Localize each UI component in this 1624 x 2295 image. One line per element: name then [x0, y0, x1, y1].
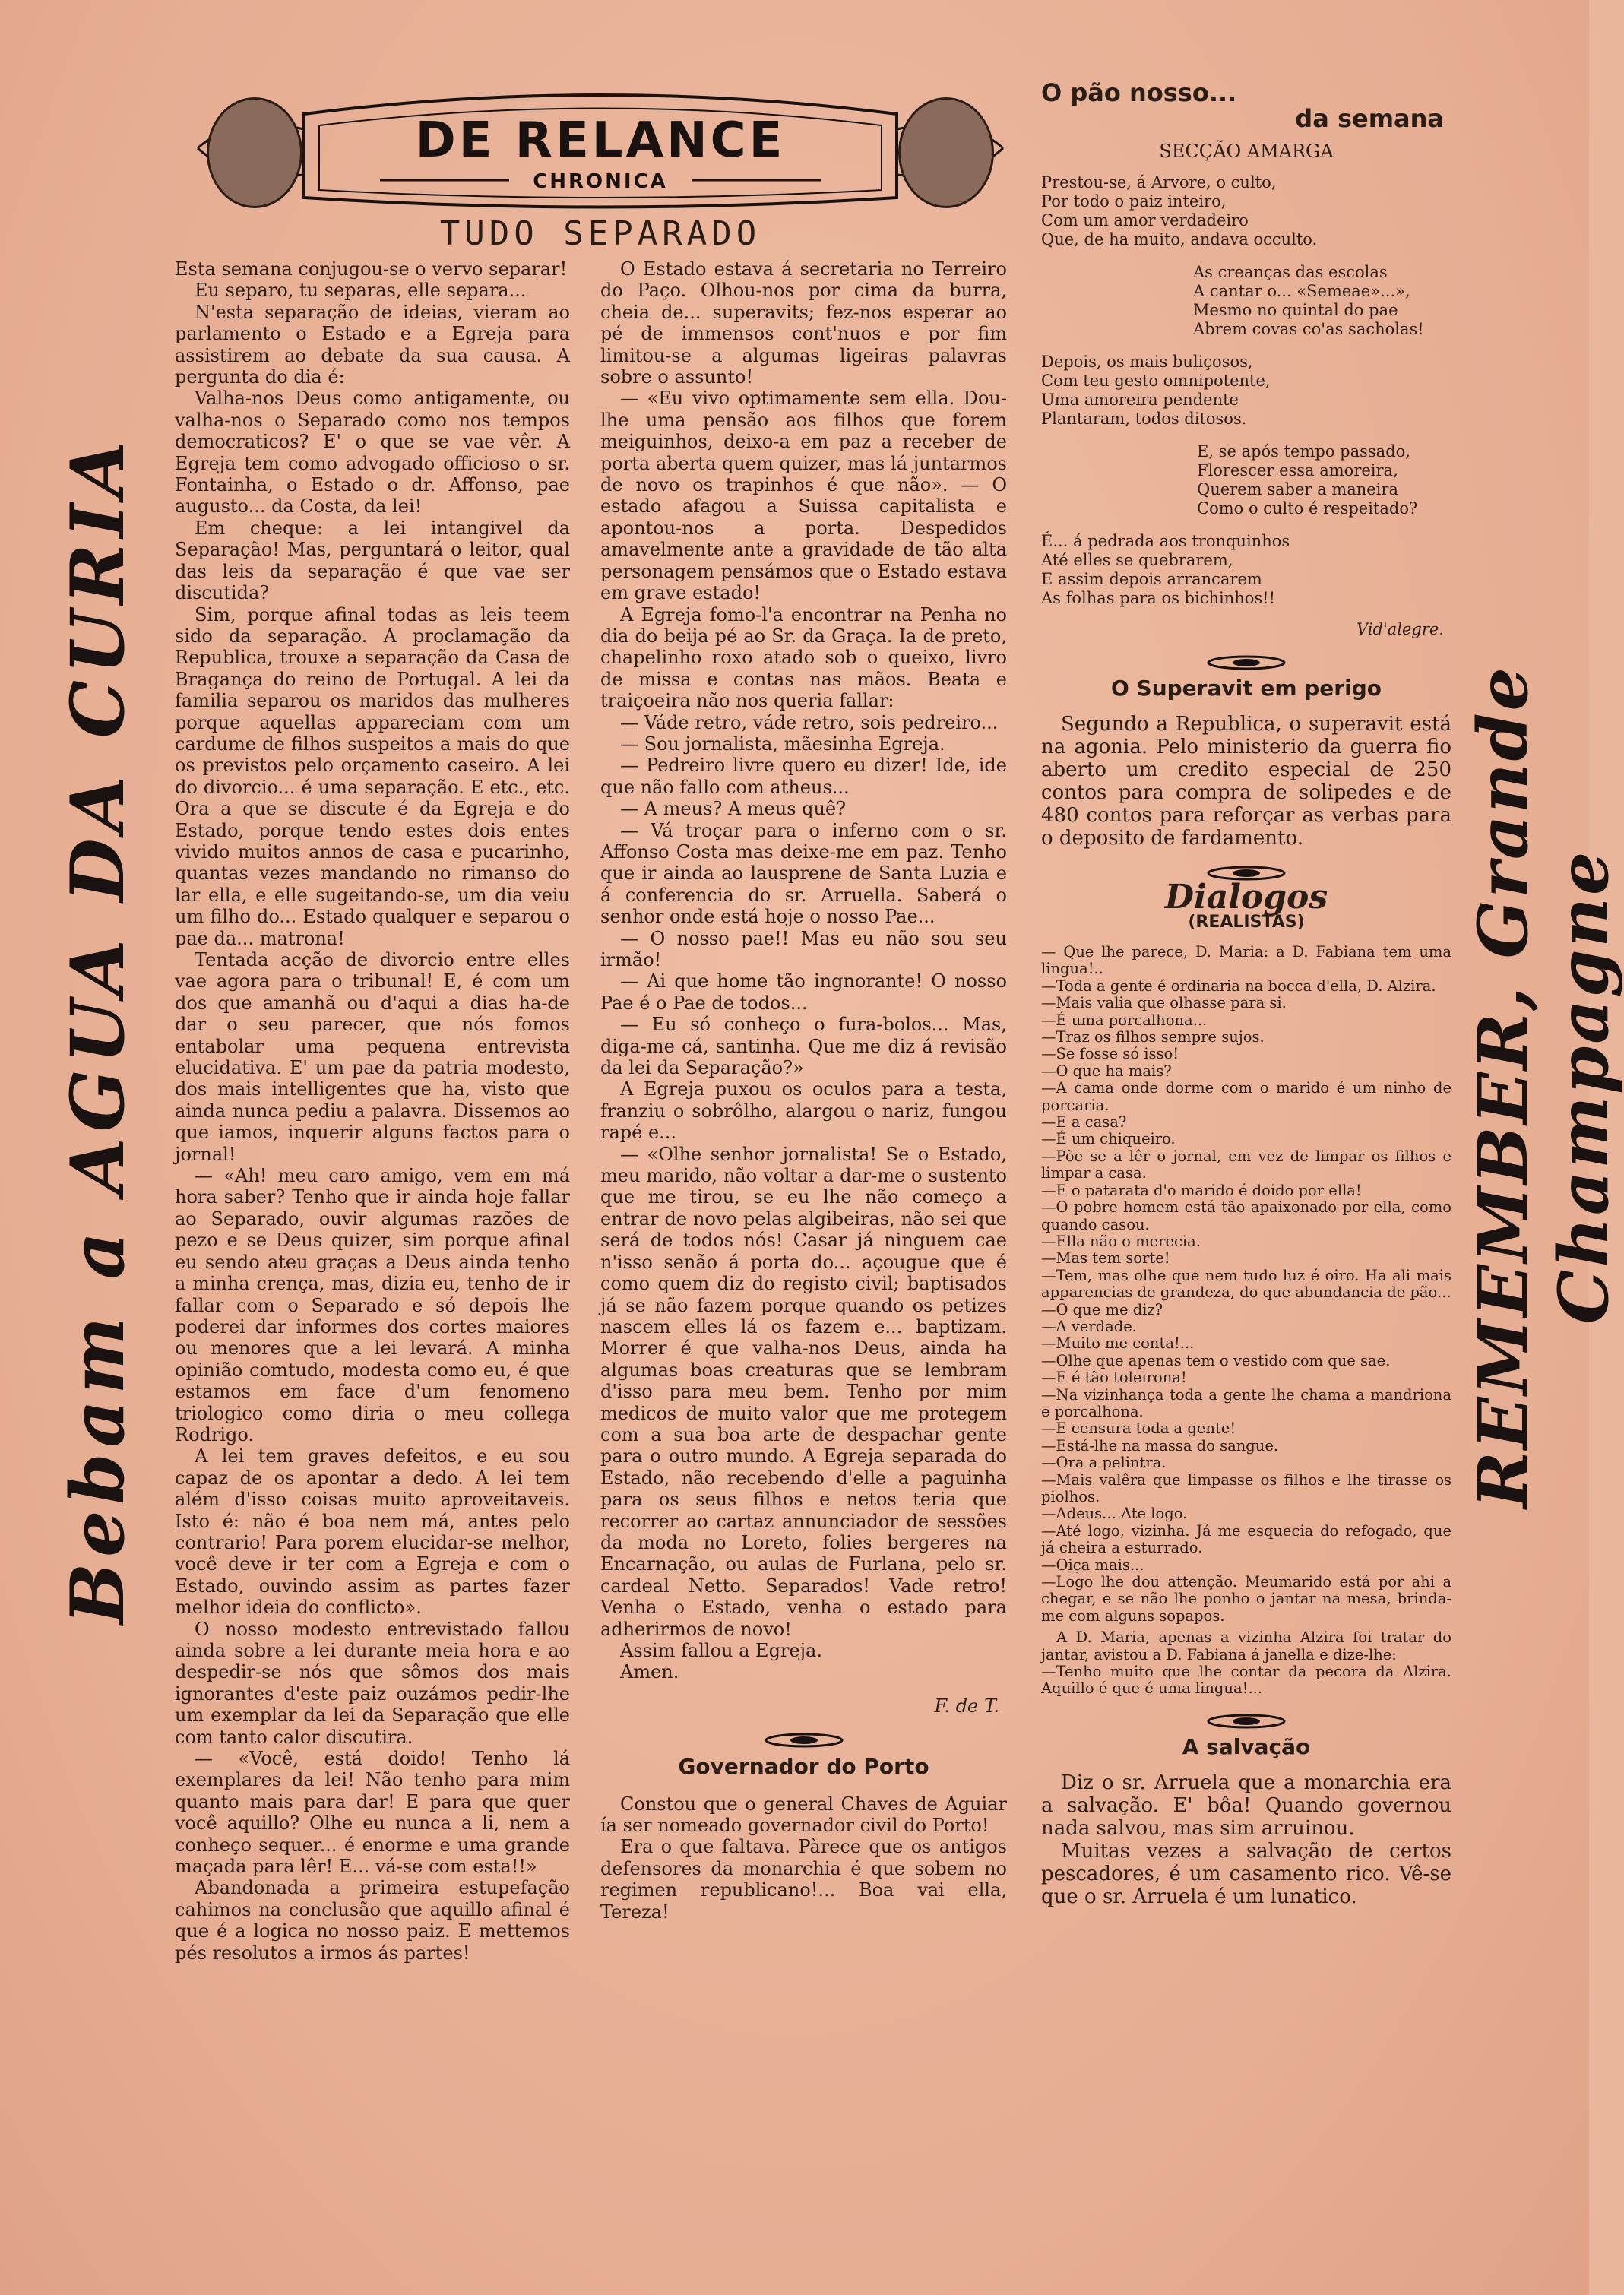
banner-subtitle: CHRONICA	[533, 170, 668, 193]
chronica-banner	[190, 84, 1011, 217]
section-title-salvacao: A salvação	[1182, 1733, 1311, 1759]
dialog-line: —Oiça mais...	[1041, 1556, 1144, 1574]
dialog-line: —Na vizinhança toda a gente lhe chama a mandriona e porcalhona.	[1041, 1385, 1451, 1420]
dialog-line: —A cama onde dorme com o marido é um ninho de porcaria.	[1041, 1079, 1451, 1114]
sidebar-ad-champagne: REMEMBER, Grande Champagne	[1463, 665, 1624, 1508]
paragraph: Muitas vezes a salvação de certos pescadores, é um casamento rico. Vê-se que o sr. Arruela é um lunatico.	[1041, 1839, 1451, 1908]
dialog-line: —Logo lhe dou attenção. Meumarido está por ahi a chegar, e se não lhe ponho o jantar na mesa, brinda-me com alguns sopapos.	[1041, 1573, 1451, 1625]
dialogos-title: Dialogos	[1164, 878, 1328, 916]
dialog-line: —Traz os filhos sempre sujos.	[1041, 1028, 1265, 1046]
dialog-line: —E o patarata d'o marido é doido por ella!	[1041, 1181, 1362, 1199]
ornament-divider	[1041, 1713, 1451, 1730]
sidebar-ad-agua-da-curia: Bebam a AGUA DA CURIA	[55, 435, 141, 1625]
dialog-line: —E é tão toleirona!	[1041, 1369, 1187, 1387]
paragraph: — «Eu vivo optimamente sem ella. Dou-lhe uma pensão aos filhos que forem meiguinhos, deixo-a em paz a receber de porta aberta quem quizer, mas lá juntarmos de novo os trapinhos é que não». — O estado afagou a Suissa capitalista e apontou-nos a porta. Despedidos amavelmente ante a gravidade de tão alta personagem pensámos que o Estado estava em grave estado!	[600, 388, 1007, 604]
dialog-line: —Mais valia que olhasse para si.	[1041, 994, 1287, 1012]
dialog-line: —Olhe que apenas tem o vestido com que sae.	[1041, 1351, 1391, 1369]
column-2	[600, 258, 1007, 1923]
poem-stanza: Prestou-se, á Arvore, o culto, Por todo o paiz inteiro, Com um amor verdadeiro Que, de ha muito, andava occulto.	[1041, 173, 1318, 248]
dialog-line: — Que lhe parece, D. Maria: a D. Fabiana tem uma lingua!..	[1041, 943, 1451, 978]
paragraph: Tentada acção de divorcio entre elles vae agora para o tribunal! E, é com um dos que amanhã ou d'aqui a dias ha-de dar o seu parecer, que nós fomos entabolar uma pequena entrevista elucidativa. E' um pae da patria modesto, dos mais intelligentes que ha, visto que ainda nunca pediu a palavra. Dissemos ao que iamos, inquerir alguns factos para o jornal!	[175, 949, 570, 1165]
paragraph: — Vá troçar para o inferno com o sr. Affonso Costa mas deixe-me em paz. Tenho que ir ainda ao lausprene de Santa Luzia e á conferencia do sr. Arruella. Saberá o senhor onde está hoje o nosso Pae...	[600, 819, 1007, 928]
dialog-line: —O que me diz?	[1041, 1300, 1163, 1318]
poem-stanza: E, se após tempo passado, Florescer essa amoreira, Querem saber a maneira Como o culto é respeitado?	[1197, 442, 1418, 518]
paragraph: — Eu só conheço o fura-bolos... Mas, diga-me cá, santinha. Que me diz á revisão da lei da Separação?»	[600, 1014, 1007, 1079]
dialog-line: —Muito me conta!...	[1041, 1334, 1195, 1353]
paragraph: Em cheque: a lei intangivel da Separação! Mas, perguntará o leitor, qual das leis da separação é que vae ser discutida?	[175, 517, 570, 604]
dialog-line: —Põe se a lêr o jornal, em vez de limpar os filhos e limpar a casa.	[1041, 1147, 1451, 1182]
paragraph: Diz o sr. Arruela que a monarchia era a salvação. E' bôa! Quando governou nada salvou, mas sim arruinou.	[1041, 1771, 1451, 1840]
paragraph: — Pedreiro livre quero eu dizer! Ide, ide que não fallo com atheus...	[600, 755, 1007, 798]
dialog-block	[1041, 944, 1451, 1698]
paragraph: Era o que faltava. Pàrece que os antigos defensores da monarchia é que sobem no regimen republicano!... Boa vai ella, Tereza!	[600, 1836, 1007, 1923]
dialog-line: —Mas tem sorte!	[1041, 1249, 1170, 1268]
paragraph: A lei tem graves defeitos, e eu sou capaz de os apontar a dedo. A lei tem além d'isso coisas muito aproveitaveis. Isto é: não é boa nem má, antes pelo contrario! Para porem elucidar-se melhor, você deve ir ter com a Egreja e com o Estado, ouvindo assim as partes fazer melhor ideia do conflicto».	[175, 1445, 570, 1619]
paragraph: — «Você, está doido! Tenho lá exemplares da lei! Não tenho para mim quanto mais para dar! E para que quer você aquillo? Olhe eu nunca a li, nem a conheço sequer... é enorme e uma grande maçada para lêr! E... vá-se com esta!!»	[175, 1748, 570, 1878]
paragraph: Sim, porque afinal todas as leis teem sido da separação. A proclamação da Republica, trouxe a separação da Casa de Bragança do reino de Portugal. A lei da familia separou os maridos das mulheres porque aquellas appareciam com um cardume de filhos suspeitos a mais do que os previstos pelo orçamento caseiro. A lei do divorcio... é uma separação. E etc., etc. Ora a que se discute é da Egreja e do Estado, porque tendo estes dois entes vivido muitos annos de casa e pucarinho, quantas vezes mandando no rimanso do lar ella, e elle sugeitando-se, um dia veiu um filho do... Estado qualquer e separou o pae da... matrona!	[175, 603, 570, 949]
dialog-line: —A verdade.	[1041, 1317, 1137, 1335]
paragraph: Abandonada a primeira estupefação cahimos na conclusão que aquillo afinal é que é a logica no nosso paiz. E mettemos pés resolutos a irmos ás partes!	[175, 1877, 570, 1964]
dialog-line: —Se fosse só isso!	[1041, 1045, 1179, 1063]
ornament-divider	[1041, 654, 1451, 671]
paragraph: — Sou jornalista, mãesinha Egreja.	[620, 733, 945, 755]
paragraph: — «Olhe senhor jornalista! Se o Estado, meu marido, não voltar a dar-me o sustento que me tirou, se eu lhe não começo a entrar de novo pelas algibeiras, não sei que será de todos nós! Casar já ninguem cae n'isso senão á porta do... açougue que é como quem diz do registo civil; baptisados já se não fazem porque quando os petizes nascem elles lá os fazem e... baptizam. Morrer é que valha-nos Deus, ainda ha algumas boas creaturas que se lembram d'isso para meu bem. Tenho por mim medicos de muito valor que me protegem com a sua boa arte de despachar gente para o outro mundo. A Egreja separada do Estado, não recebendo d'elle a paguinha para os seus filhos e netos teria que recorrer ao cartaz annunciador de sessões da moda no Loreto, folies bergeres na Encarnação, ou aulas de Furlana, pelo sr. cardeal Netto. Separados! Vade retro! Venha o Estado, venha o estado para adherirmos de novo!	[600, 1143, 1007, 1640]
dialog-line: —O que ha mais?	[1041, 1062, 1172, 1080]
ornament-divider	[600, 1732, 1007, 1749]
paragraph: Segundo a Republica, o superavit está na agonia. Pelo ministerio da guerra fio aberto um credito especial de 250 contos para compra de solipedes e de 480 contos para reforçar as verbas para o deposito de fardamento.	[1041, 713, 1451, 850]
poem-stanza: As creanças das escolas A cantar o... «Semeae»...», Mesmo no quintal do pae Abrem covas co'as sacholas!	[1193, 263, 1424, 338]
dialog-line: —Está-lhe na massa do sangue.	[1041, 1436, 1279, 1455]
banner-title: DE RELANCE	[415, 112, 786, 169]
dialog-line: —Tem, mas olhe que nem tudo luz é oiro. Ha ali mais apparencias de grandeza, do que abundancia de pão...	[1041, 1266, 1451, 1302]
dialog-line: —Adeus... Ate logo.	[1041, 1505, 1188, 1523]
paragraph: — O nosso pae!! Mas eu não sou seu irmão!	[600, 927, 1007, 970]
dialog-line: —Tenho muito que lhe contar da pecora da Alzira. Aquillo é que é uma lingua!...	[1041, 1663, 1451, 1698]
paragraph: Valha-nos Deus como antigamente, ou valha-nos o Separado como nos tempos democraticos? E' o que se vae vêr. A Egreja tem como advogado officioso o sr. Fontainha, o Estado o dr. Affonso, pae augusto... da Costa, da lei!	[175, 388, 570, 518]
paragraph: Constou que o general Chaves de Aguiar ía ser nomeado governador civil do Porto!	[600, 1793, 1007, 1837]
paragraph: Amen.	[620, 1661, 679, 1683]
dialog-line: —Toda a gente é ordinaria na bocca d'ella, D. Alzira.	[1041, 977, 1436, 995]
dialog-line: —Ora a pelintra.	[1041, 1454, 1167, 1472]
section-title-superavit: O Superavit em perigo	[1110, 676, 1382, 701]
dialog-line: A D. Maria, apenas a vizinha Alzira foi tratar do jantar, avistou a D. Fabiana á janella e dize-lhe:	[1041, 1629, 1451, 1663]
dialog-line: —E a casa?	[1041, 1113, 1127, 1132]
headline: TUDO SEPARADO	[439, 214, 761, 253]
paragraph: Assim fallou a Egreja.	[620, 1640, 822, 1661]
seccao-amarga-subtitle: SECÇÃO AMARGA	[1159, 141, 1334, 162]
column-3	[1041, 80, 1451, 1908]
paragraph: Eu separo, tu separas, elle separa...	[195, 280, 527, 302]
paragraph: — A meus? A meus quê?	[620, 798, 847, 820]
poem-signature: Vid'alegre.	[1356, 620, 1444, 638]
poem-stanza: É... á pedrada aos tronquinhos Até elles se quebrarem, E assim depois arrancarem As folhas para os bichinhos!!	[1041, 532, 1290, 607]
dialogos-subtitle: (REALISTAS)	[1188, 913, 1305, 932]
dialog-line: —Mais valêra que limpasse os filhos e lhe tirasse os piolhos.	[1041, 1470, 1451, 1505]
column-1	[175, 258, 570, 1964]
dialog-line: —É um chiqueiro.	[1041, 1130, 1176, 1148]
paragraph: N'esta separação de ideias, vieram ao parlamento o Estado e a Egreja para assistirem ao debate da sua causa. A pergunta do dia é:	[175, 301, 570, 388]
poem-stanza: Depois, os mais buliçosos, Com teu gesto omnipotente, Uma amoreira pendente Plantaram, todos ditosos.	[1041, 353, 1271, 428]
paragraph: O Estado estava á secretaria no Terreiro do Paço. Olhou-nos por cima da burra, cheia de... superavits; fez-nos esperar ao pé de immensos cont'nuos e por fim limitou-se a algumas ligeiras palavras sobre o assunto!	[600, 258, 1007, 388]
dialog-line: —Ella não o merecia.	[1041, 1232, 1201, 1250]
dialog-line: —É uma porcalhona...	[1041, 1011, 1208, 1029]
dialog-line: —Até logo, vizinha. Já me esquecia do refogado, que já cheira a esturrado.	[1041, 1521, 1451, 1557]
paragraph: — «Ah! meu caro amigo, vem em má hora saber? Tenho que ir ainda hoje fallar ao Separado, ouvir algumas razões de pezo e se Deus quizer, sim porque afinal eu sendo ateu graças a Deus ainda tenho a minha crença, mas, dizia eu, tenho de ir fallar com o Separado e só depois lhe poderei dar informes dos cortes maiores ou menores que a lei levará. A minha opinião comtudo, modesta como eu, é que estamos em face d'um fenomeno triologico como diria o meu collega Rodrigo.	[175, 1165, 570, 1445]
paragraph: Esta semana conjugou-se o vervo separar!	[175, 258, 568, 280]
paragraph: — Váde retro, váde retro, sois pedreiro...	[620, 711, 999, 733]
dialog-line: —E censura toda a gente!	[1041, 1420, 1236, 1438]
signature: F. de T.	[934, 1695, 999, 1717]
section-title-governador: Governador do Porto	[678, 1754, 929, 1780]
pao-nosso-title-2: da semana	[1295, 104, 1444, 133]
paragraph: A Egreja puxou os oculos para a testa, franziu o sobrôlho, alargou o nariz, fungou rapé e...	[600, 1078, 1007, 1144]
paragraph: — Ai que home tão ingnorante! O nosso Pae é o Pae de todos...	[600, 970, 1007, 1014]
paragraph: O nosso modesto entrevistado fallou ainda sobre a lei durante meia hora e ao despedir-se nós que sômos dos mais ignorantes d'este paiz ouzámos pedir-lhe um exemplar da lei da Separação que elle com tanto calor discutira.	[175, 1618, 570, 1748]
paragraph: A Egreja fomo-l'a encontrar na Penha no dia do beija pé ao Sr. da Graça. Ia de preto, chapelinho roxo atado sob o queixo, livro de missa e contas nas mãos. Beata e traiçoeira não nos queria fallar:	[600, 603, 1007, 712]
dialog-line: —O pobre homem está tão apaixonado por ella, como quando casou.	[1041, 1198, 1451, 1233]
pao-nosso-title: O pão nosso...	[1041, 78, 1237, 107]
